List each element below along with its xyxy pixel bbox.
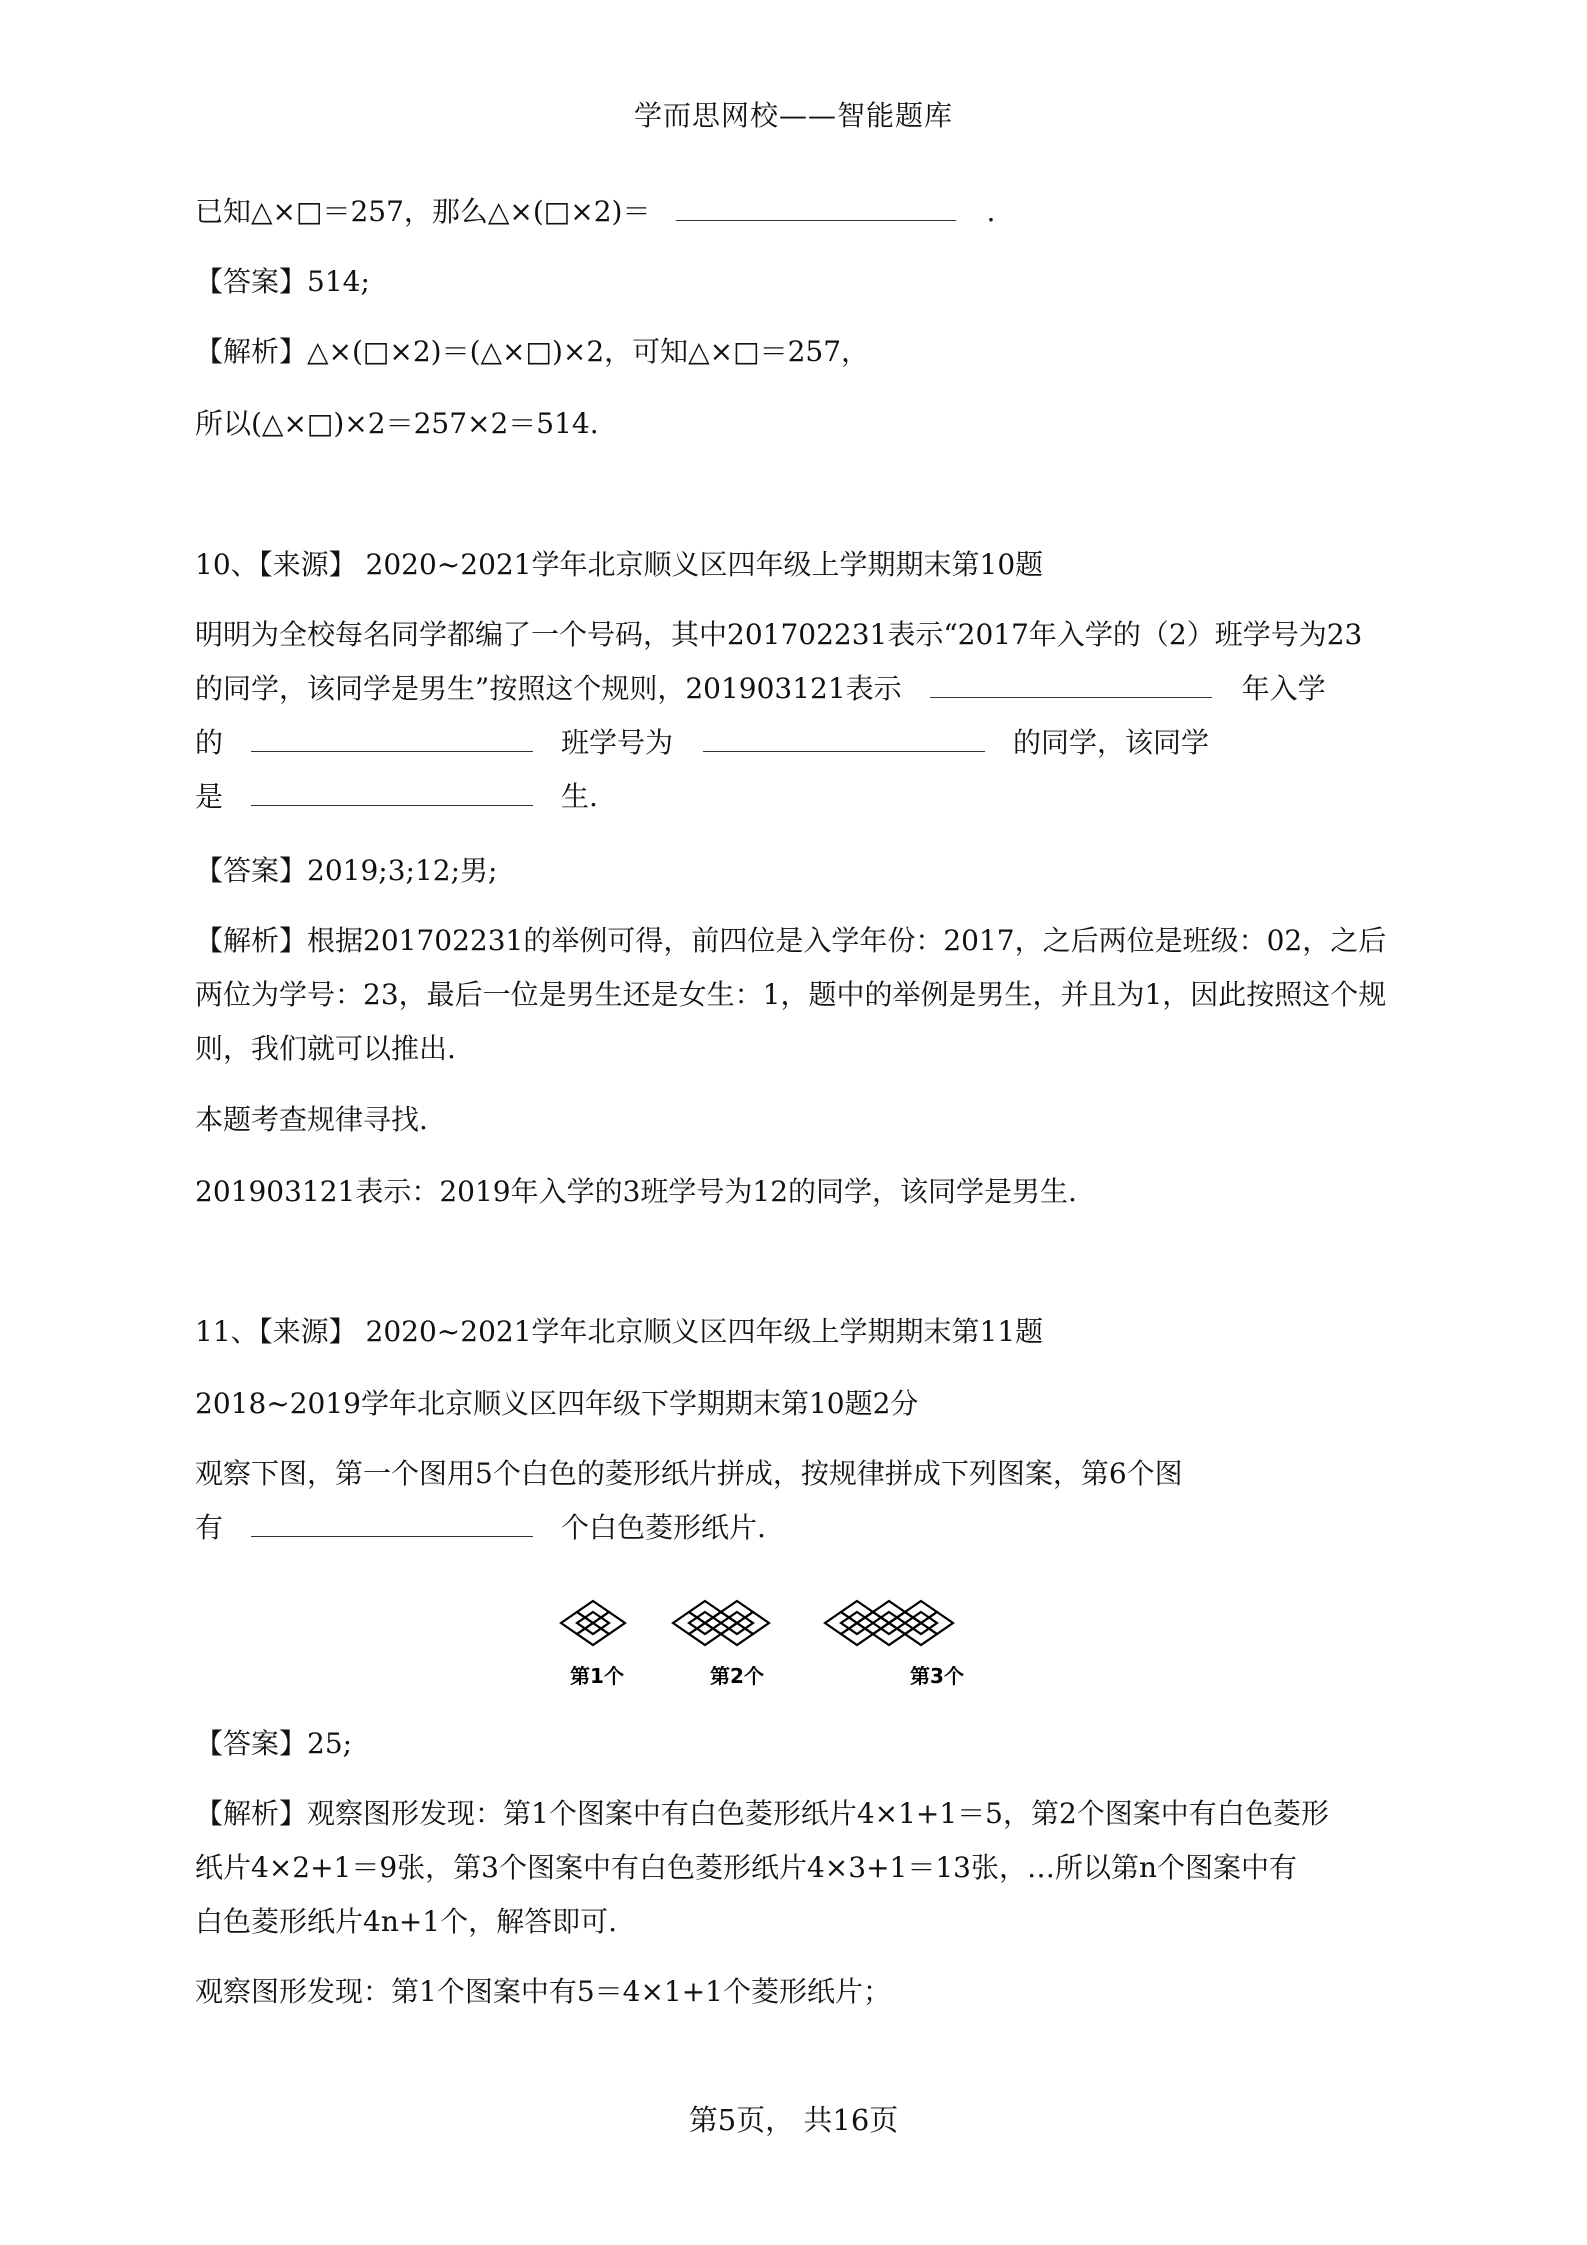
q10-stem-1: 明明为全校每名同学都编了一个号码，其中201702231表示“2017年入学的（2）班学号为23 <box>195 618 1363 651</box>
q10-stem-3a: 的 <box>195 726 224 759</box>
q10-stem-3 <box>195 723 1209 763</box>
q11-analysis-3: 白色菱形纸片4n+1个，解答即可. <box>195 1905 618 1938</box>
figure-label-2: 第2个 <box>710 1664 764 1688</box>
q11-analysis-2: 纸片4×2+1＝9张，第3个图案中有白色菱形纸片4×3+1＝13张，…所以第n个图案中有 <box>195 1851 1298 1884</box>
q10-stem-2b: 年入学 <box>1241 672 1326 705</box>
q11-analysis-4: 观察图形发现：第1个图案中有5＝4×1+1个菱形纸片； <box>195 1975 891 2008</box>
q10-source: 10、【来源】 2020~2021学年北京顺义区四年级上学期期末第10题 <box>195 548 1044 581</box>
figure-label-3: 第3个 <box>910 1664 964 1688</box>
q10-analysis-2: 两位为学号：23，最后一位是男生还是女生：1，题中的举例是男生，并且为1，因此按照这个规 <box>195 978 1387 1011</box>
q10-class-blank[interactable] <box>251 725 533 752</box>
q10-stem-4a: 是 <box>195 780 224 813</box>
q9-answer-blank[interactable] <box>676 194 956 221</box>
q10-number-blank[interactable] <box>703 725 985 752</box>
figure-label-1: 第1个 <box>570 1664 624 1688</box>
q10-stem-4b: 生. <box>561 780 598 813</box>
q9-stem-end: . <box>986 195 996 228</box>
q11-stem-2a: 有 <box>195 1511 224 1544</box>
page-footer: 第5页， 共16页 <box>688 2103 899 2137</box>
q11-answer: 【答案】25; <box>195 1727 353 1760</box>
q11-stem-2b: 个白色菱形纸片. <box>561 1511 766 1544</box>
q10-stem-2a: 的同学，该同学是男生”按照这个规则，201903121表示 <box>195 672 902 705</box>
q11-answer-blank[interactable] <box>251 1510 533 1537</box>
q10-result: 201903121表示：2019年入学的3班学号为12的同学，该同学是男生. <box>195 1175 1077 1208</box>
q10-answer: 【答案】2019;3;12;男; <box>195 854 498 887</box>
rhombus-pattern-figure <box>545 1580 1065 1700</box>
q9-stem: 已知△×□＝257，那么△×(□×2)＝ <box>195 195 651 228</box>
q10-note: 本题考查规律寻找. <box>195 1103 428 1136</box>
q9-analysis-2: 所以(△×□)×2＝257×2＝514. <box>195 407 599 440</box>
q11-source: 11、【来源】 2020~2021学年北京顺义区四年级上学期期末第11题 <box>195 1315 1044 1348</box>
q11-source-2: 2018~2019学年北京顺义区四年级下学期期末第10题2分 <box>195 1387 919 1420</box>
q10-stem-4 <box>195 777 598 817</box>
q10-stem-3c: 的同学，该同学 <box>1013 726 1210 759</box>
q9-stem-line <box>195 192 995 232</box>
q11-analysis-1: 【解析】观察图形发现：第1个图案中有白色菱形纸片4×1+1＝5，第2个图案中有白色菱形 <box>195 1797 1329 1830</box>
q10-stem-3b: 班学号为 <box>561 726 674 759</box>
q10-year-blank[interactable] <box>930 671 1212 698</box>
q10-analysis-3: 则，我们就可以推出. <box>195 1032 456 1065</box>
q10-analysis-1: 【解析】根据201702231的举例可得，前四位是入学年份：2017，之后两位是班级：02，之后 <box>195 924 1387 957</box>
page-header: 学而思网校——智能题库 <box>633 99 953 132</box>
q11-stem-1: 观察下图，第一个图用5个白色的菱形纸片拼成，按规律拼成下列图案，第6个图 <box>195 1457 1183 1490</box>
q10-gender-blank[interactable] <box>251 779 533 806</box>
q11-stem-2 <box>195 1508 766 1548</box>
q9-answer: 【答案】514; <box>195 265 370 298</box>
q9-analysis-1: 【解析】△×(□×2)＝(△×□)×2，可知△×□＝257， <box>195 335 870 368</box>
q10-stem-2 <box>195 669 1326 709</box>
